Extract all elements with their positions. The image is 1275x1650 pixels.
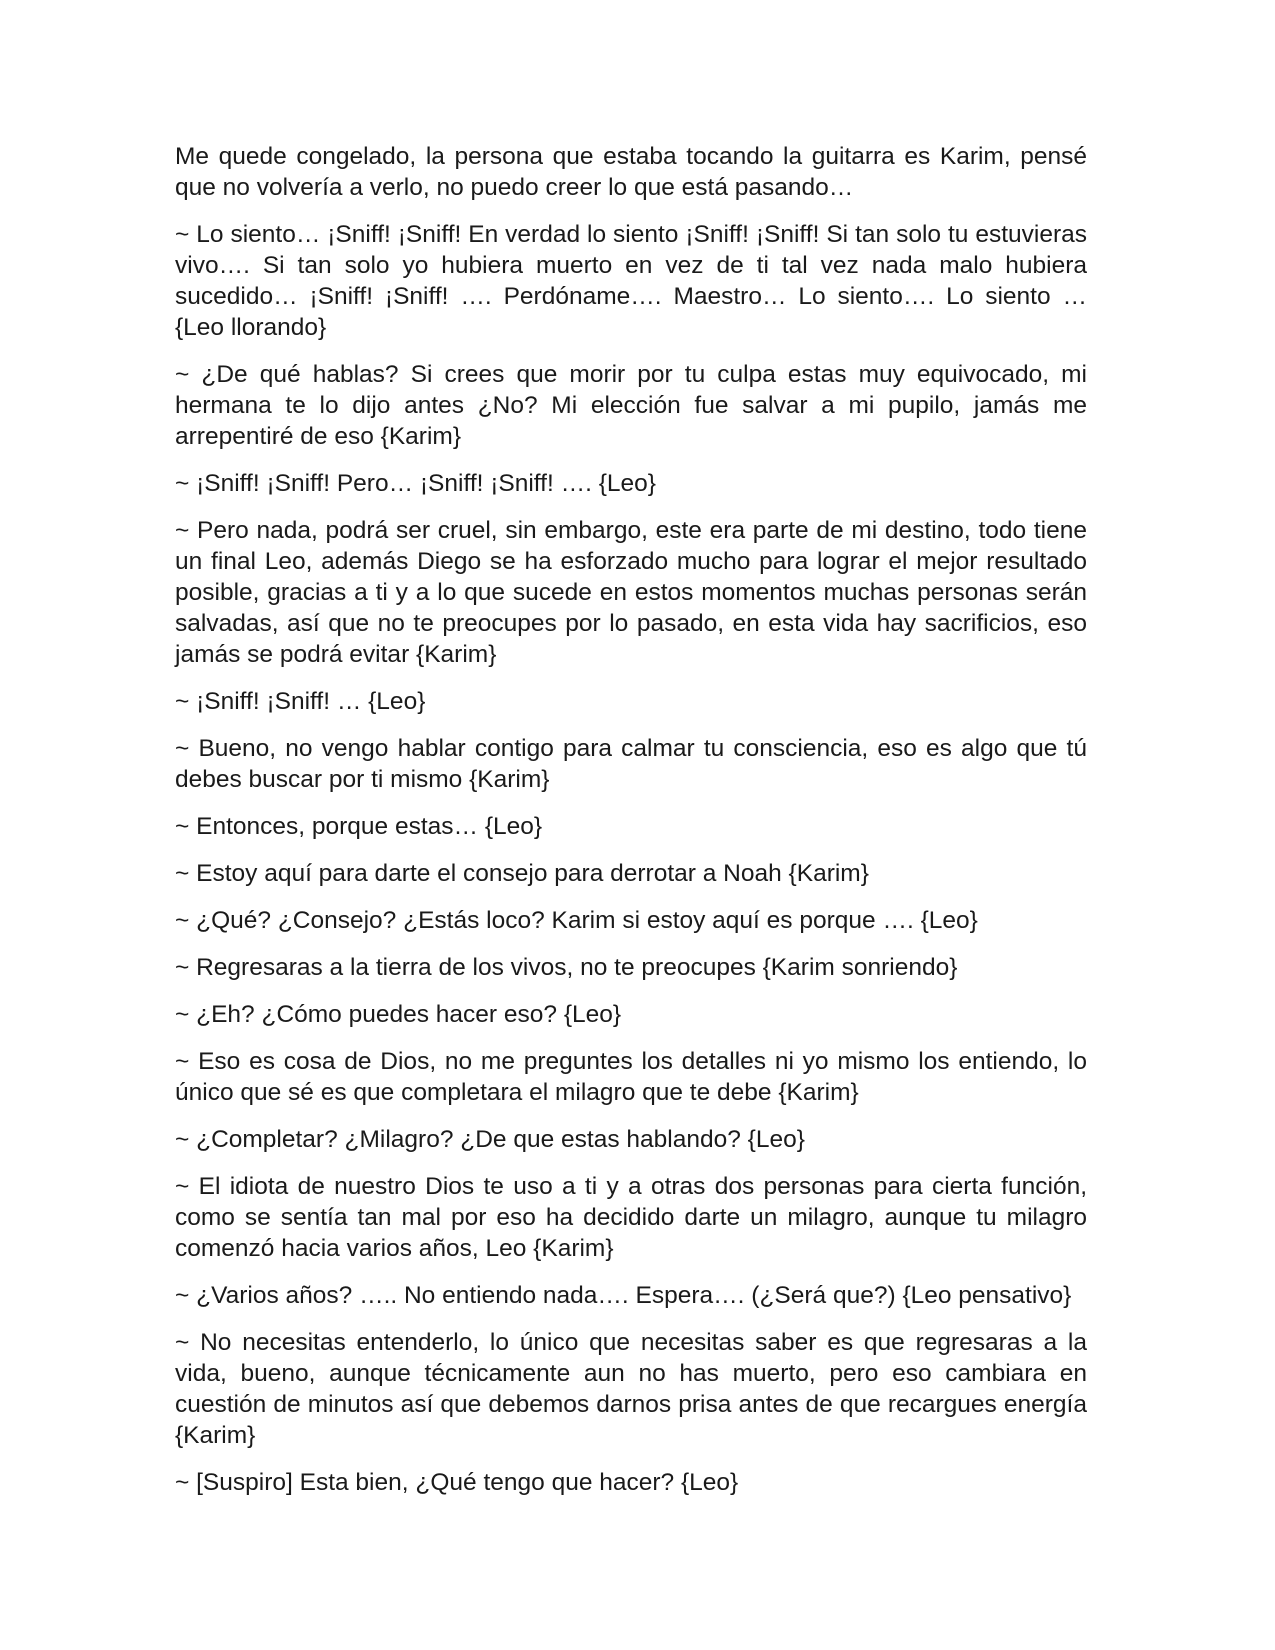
- dialogue-line: ~ No necesitas entenderlo, lo único que necesitas saber es que regresaras a la vida, bueno, aunque técnicamente aun no has muerto, pero eso cambiara en cuestión de minutos así que debemos darnos prisa antes de que recargues energía {Karim}: [175, 1329, 1087, 1449]
- dialogue-line: ~ ¡Sniff! ¡Sniff! … {Leo}: [175, 688, 426, 715]
- dialogue-line: ~ El idiota de nuestro Dios te uso a ti y a otras dos personas para cierta función, como se sentía tan mal por eso ha decidido darte un milagro, aunque tu milagro comenzó hacia varios años, Leo {Karim}: [175, 1173, 1087, 1262]
- document-page: [175, 141, 1087, 1514]
- dialogue-line: ~ Lo siento… ¡Sniff! ¡Sniff! En verdad lo siento ¡Sniff! ¡Sniff! Si tan solo tu estuvieras vivo…. Si tan solo yo hubiera muerto en vez de ti tal vez nada malo hubiera sucedido… ¡Sniff! ¡Sniff! …. Perdóname…. Maestro… Lo siento…. Lo siento … {Leo llorando}: [175, 221, 1087, 341]
- dialogue-line: ~ Pero nada, podrá ser cruel, sin embargo, este era parte de mi destino, todo tiene un final Leo, además Diego se ha esforzado mucho para lograr el mejor resultado posible, gracias a ti y a lo que sucede en estos momentos muchas personas serán salvadas, así que no te preocupes por lo pasado, en esta vida hay sacrificios, eso jamás se podrá evitar {Karim}: [175, 517, 1087, 668]
- dialogue-line: ~ Entonces, porque estas… {Leo}: [175, 813, 543, 840]
- dialogue-line: ~ ¿Eh? ¿Cómo puedes hacer eso? {Leo}: [175, 1001, 622, 1028]
- dialogue-line: ~ Regresaras a la tierra de los vivos, no te preocupes {Karim sonriendo}: [175, 954, 958, 981]
- dialogue-line: ~ ¿De qué hablas? Si crees que morir por tu culpa estas muy equivocado, mi hermana te lo dijo antes ¿No? Mi elección fue salvar a mi pupilo, jamás me arrepentiré de eso {Karim}: [175, 361, 1087, 450]
- dialogue-line: ~ Eso es cosa de Dios, no me preguntes los detalles ni yo mismo los entiendo, lo único que sé es que completara el milagro que te debe {Karim}: [175, 1048, 1087, 1106]
- dialogue-line: ~ ¿Qué? ¿Consejo? ¿Estás loco? Karim si estoy aquí es porque …. {Leo}: [175, 907, 978, 934]
- dialogue-line: ~ Bueno, no vengo hablar contigo para calmar tu consciencia, eso es algo que tú debes buscar por ti mismo {Karim}: [175, 735, 1087, 793]
- dialogue-line: ~ ¿Completar? ¿Milagro? ¿De que estas hablando? {Leo}: [175, 1126, 805, 1153]
- dialogue-line: ~ [Suspiro] Esta bien, ¿Qué tengo que hacer? {Leo}: [175, 1469, 739, 1496]
- dialogue-line: ~ Estoy aquí para darte el consejo para derrotar a Noah {Karim}: [175, 860, 869, 887]
- dialogue-line: ~ ¿Varios años? ….. No entiendo nada…. Espera…. (¿Será que?) {Leo pensativo}: [175, 1282, 1072, 1309]
- paragraph-narration: Me quede congelado, la persona que estaba tocando la guitarra es Karim, pensé que no volvería a verlo, no puedo creer lo que está pasando…: [175, 143, 1087, 201]
- dialogue-line: ~ ¡Sniff! ¡Sniff! Pero… ¡Sniff! ¡Sniff! …. {Leo}: [175, 470, 656, 497]
